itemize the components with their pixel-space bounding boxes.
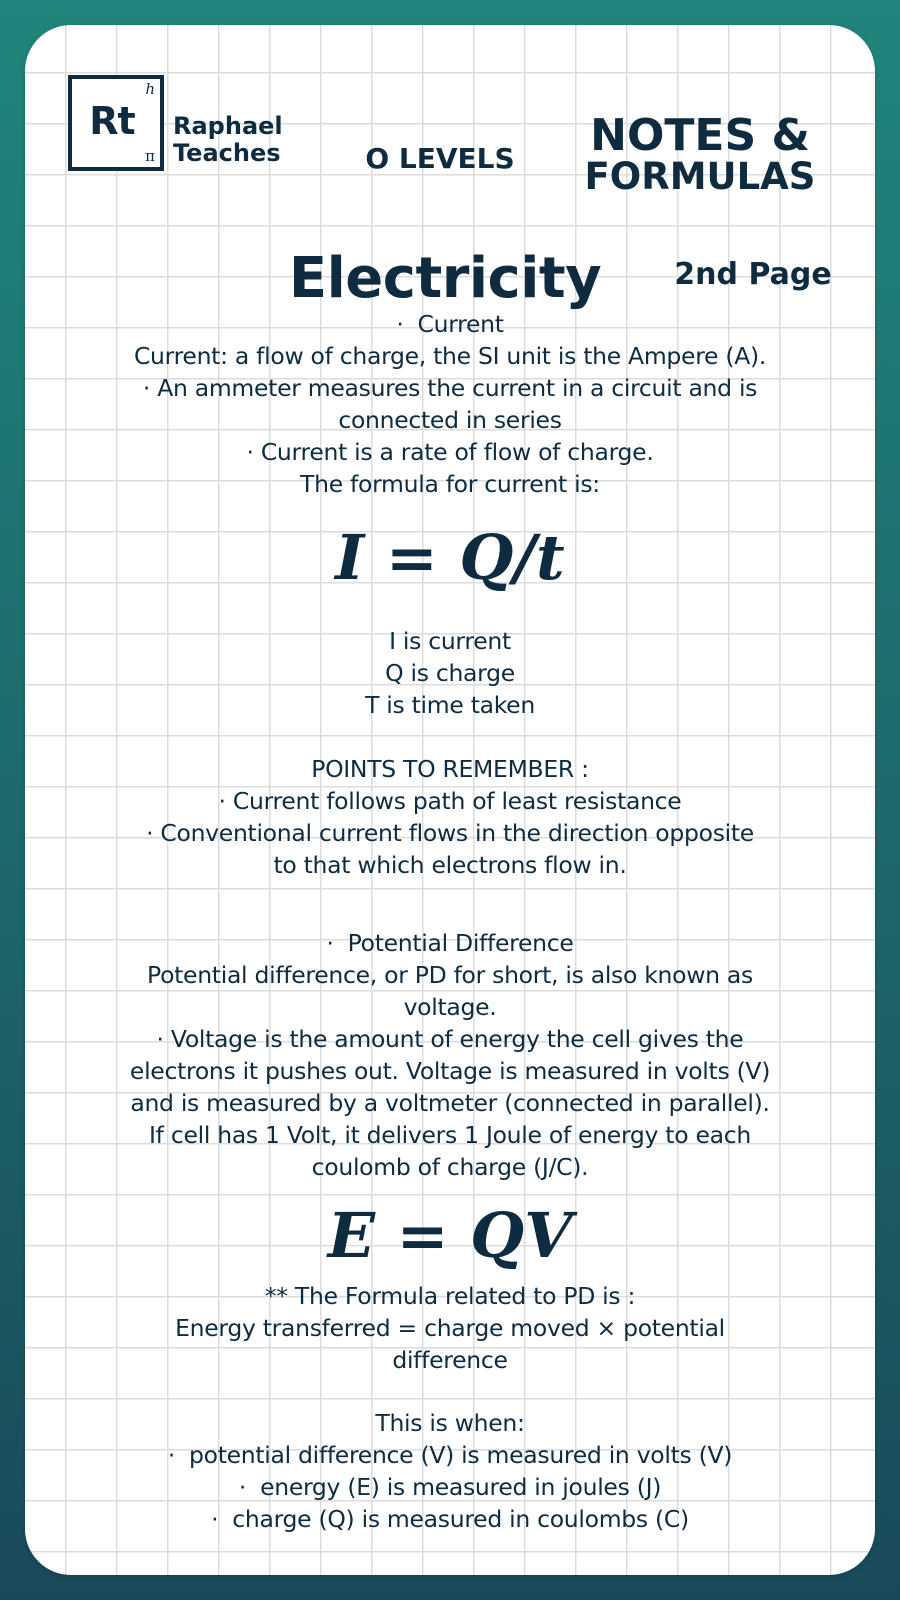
section-heading-current: · Current — [396, 310, 504, 338]
definition-line: Q is charge — [385, 659, 515, 687]
point-line: · Conventional current flows in the direction opposite — [146, 819, 754, 847]
when-item: · charge (Q) is measured in coulombs (C) — [211, 1505, 689, 1533]
notes-line-1: NOTES & — [590, 110, 810, 161]
bullet-icon: · — [396, 310, 404, 338]
definition-line: I is current — [389, 627, 511, 655]
text-line: coulomb of charge (J/C). — [311, 1153, 589, 1181]
point-line: · Current follows path of least resistance — [218, 787, 682, 815]
text-line: · An ammeter measures the current in a circuit and is — [142, 374, 758, 402]
logo — [68, 75, 164, 171]
page-label: 2nd Page — [674, 257, 832, 292]
logo-subscript: π — [145, 147, 155, 165]
when-item: · potential difference (V) is measured in volts (V) — [167, 1441, 733, 1469]
bullet-icon: · — [211, 1505, 219, 1533]
text-line: Potential difference, or PD for short, is also known as — [147, 961, 753, 989]
point-line: to that which electrons flow in. — [273, 851, 627, 879]
logo-letters: Rt — [89, 99, 135, 143]
notes-card — [25, 25, 875, 1575]
bullet-icon: · — [167, 1441, 175, 1469]
bullet-icon: · — [238, 1473, 247, 1501]
formula-current: I = Q/t — [335, 521, 565, 594]
definition-line: T is time taken — [365, 691, 535, 719]
when-heading: This is when: — [375, 1409, 525, 1437]
level-label: O LEVELS — [365, 142, 515, 175]
section-heading-potential-difference: · Potential Difference — [326, 929, 574, 957]
brand-line-2: Teaches — [173, 139, 281, 167]
text-line: · Current is a rate of flow of charge. — [246, 438, 654, 466]
brand-name — [173, 113, 283, 167]
brand-line-1: Raphael — [173, 112, 283, 140]
text-line: connected in series — [338, 406, 562, 434]
formula-potential-difference: E = QV — [327, 1199, 573, 1272]
text-line: The formula for current is: — [300, 470, 600, 498]
bullet-icon: · — [326, 929, 334, 957]
logo-superscript: h — [145, 80, 155, 98]
text-line: If cell has 1 Volt, it delivers 1 Joule of energy to each — [149, 1121, 751, 1149]
when-item: · energy (E) is measured in joules (J) — [238, 1473, 662, 1501]
text-line: and is measured by a voltmeter (connected in parallel). — [130, 1089, 770, 1117]
points-heading: POINTS TO REMEMBER : — [311, 755, 589, 783]
text-line: electrons it pushes out. Voltage is measured in volts (V) — [129, 1057, 771, 1085]
notes-formulas-label — [565, 110, 835, 198]
text-line: voltage. — [403, 993, 497, 1021]
text-line: Current: a flow of charge, the SI unit is the Ampere (A). — [133, 342, 767, 370]
formula-note-line: difference — [392, 1346, 508, 1374]
formula-note-line: ** The Formula related to PD is : — [264, 1282, 636, 1310]
page-title: Electricity — [288, 246, 602, 311]
formula-note-line: Energy transferred = charge moved × potential — [175, 1314, 725, 1342]
text-line: · Voltage is the amount of energy the cell gives the — [156, 1025, 744, 1053]
notes-line-2: FORMULAS — [584, 155, 816, 198]
